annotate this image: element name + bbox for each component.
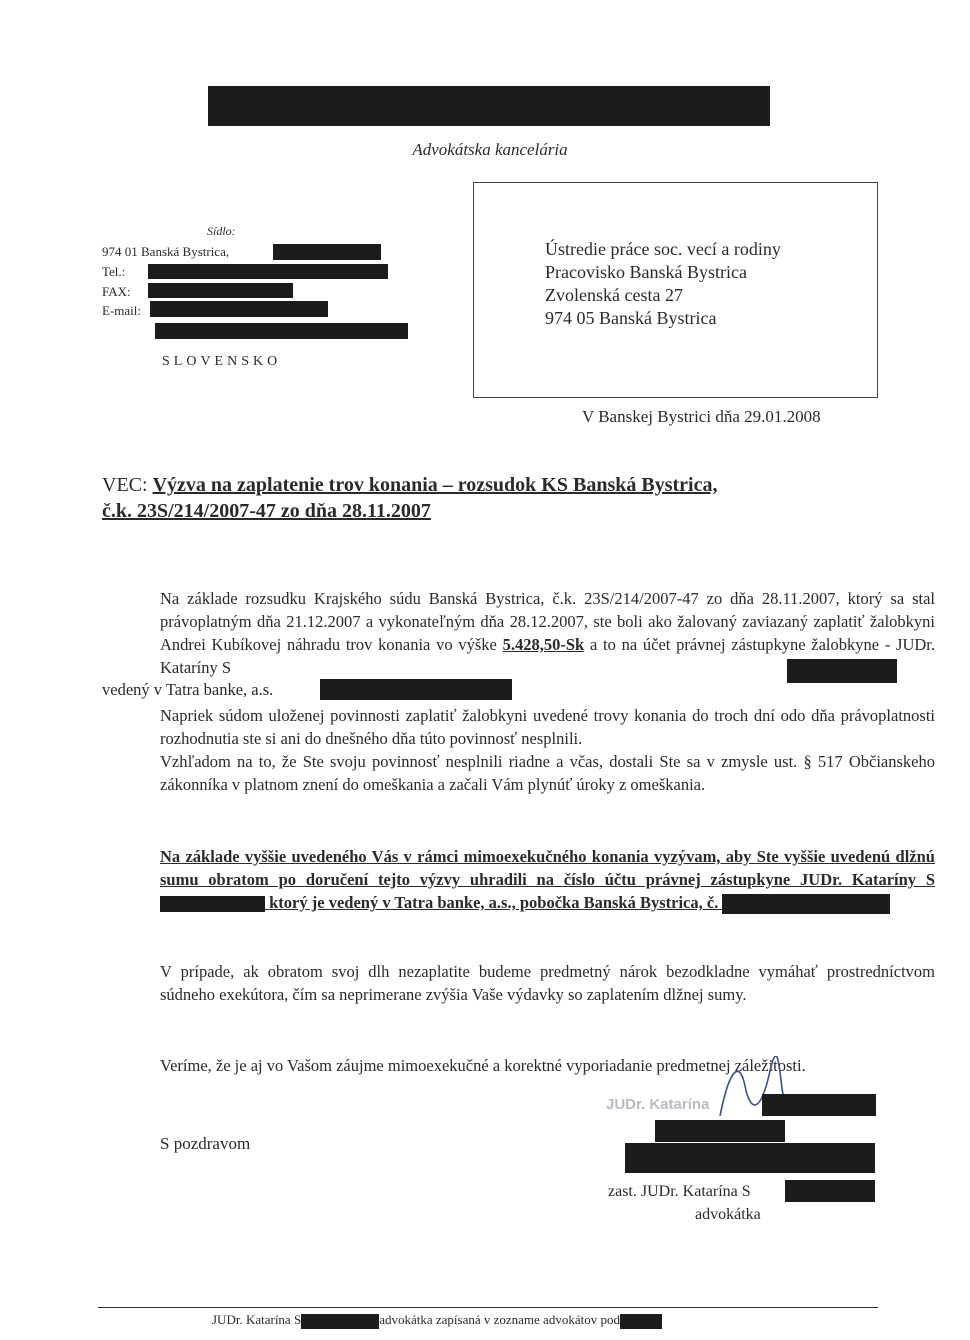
redacted-footer-number bbox=[620, 1314, 662, 1329]
tel-label: Tel.: bbox=[102, 264, 126, 279]
subject-line-2: č.k. 23S/214/2007-47 zo dňa 28.11.2007 bbox=[102, 500, 431, 522]
signature-line: zast. JUDr. Katarína S bbox=[608, 1183, 751, 1200]
paragraph-4 bbox=[102, 845, 935, 914]
redacted-name bbox=[787, 659, 897, 683]
footer bbox=[212, 1312, 662, 1329]
seat-label: Sídlo: bbox=[207, 224, 236, 238]
office-type: Advokátska kancelária bbox=[412, 140, 568, 159]
amount: 5.428,50-Sk bbox=[502, 635, 585, 654]
date-line: V Banskej Bystrici dňa 29.01.2008 bbox=[582, 407, 821, 426]
fax-label: FAX: bbox=[102, 284, 131, 299]
recipient-line: 974 05 Banská Bystrica bbox=[545, 308, 717, 328]
paragraph-6: Veríme, že je aj vo Vašom záujme mimoexekučné a korektné vyporiadanie predmetnej záležitosti. bbox=[160, 1056, 806, 1075]
footer-rule bbox=[98, 1307, 878, 1308]
recipient-line: Ústredie práce soc. vecí a rodiny bbox=[545, 239, 781, 259]
footer-name: JUDr. Katarína S bbox=[212, 1312, 302, 1327]
stamp-text: JUDr. Katarína bbox=[606, 1096, 710, 1113]
country: SLOVENSKO bbox=[162, 354, 282, 369]
redacted-address bbox=[273, 244, 381, 260]
recipient-line: Pracovisko Banská Bystrica bbox=[545, 262, 747, 282]
redacted-signature-name bbox=[785, 1180, 875, 1202]
p1-text-b: a to na účet právnej zástupkyne žalobkyne - JUDr. Kataríny S bbox=[160, 635, 936, 677]
redacted-footer-name bbox=[301, 1314, 379, 1329]
paragraph-2: Napriek súdom uloženej povinnosti zaplatiť žalobkyni uvedené trovy konania do troch dní odo dňa právoplatnosti rozhodnutia ste si ani do dnešného dňa túto povinnosť nesplnili. bbox=[160, 706, 935, 748]
paragraph-5: V prípade, ak obratom svoj dlh nezaplatite budeme predmetný nárok bezodkladne vymáhať prostredníctvom súdneho exekútora, čím sa neprimerane zvýšia Vaše výdavky so zaplatením dlžnej sumy. bbox=[160, 962, 935, 1004]
redacted-tel bbox=[148, 264, 388, 279]
redacted-stamp-3 bbox=[625, 1143, 875, 1173]
redacted-email bbox=[150, 301, 328, 317]
recipient-line: Zvolenská cesta 27 bbox=[545, 285, 683, 305]
redacted-stamp-1 bbox=[762, 1094, 876, 1116]
redacted-web bbox=[155, 323, 408, 339]
p1-bank: vedený v Tatra banke, a.s. bbox=[102, 680, 274, 699]
address-city: 974 01 Banská Bystrica, bbox=[102, 244, 230, 259]
redacted-firm-name bbox=[208, 86, 770, 126]
footer-text: advokátka zapísaná v zozname advokátov pod bbox=[379, 1312, 620, 1327]
redacted-account bbox=[320, 679, 512, 700]
signature-title: advokátka bbox=[695, 1206, 761, 1223]
p4-text: Na základe vyššie uvedeného Vás v rámci mimoexekučného konania vyzývam, aby Ste vyššie uvedenú dlžnú sumu obratom po doručení tejto výzvy uhradili na číslo účtu právnej zástupkyne JUDr. Kataríny S bbox=[160, 847, 935, 889]
p4-text-b: ktorý je vedený v Tatra banke, a.s., pobočka Banská Bystrica, č. bbox=[269, 893, 719, 912]
p1-text: Na základe rozsudku Krajského súdu Banská Bystrica, č.k. 23S/214/2007-47 zo dňa 28.11.2007, ktorý sa stal právoplatným dňa 21.12.2007 a vykonateľným dňa 28.12.2007, ste boli ako žalovaný zaviazaný zaplatiť žalobkyni Andrei Kubíkovej náhradu trov konania vo výške bbox=[160, 589, 935, 654]
subject-line-1: Výzva na zaplatenie trov konania – rozsudok KS Banská Bystrica, bbox=[152, 474, 718, 496]
redacted-name-2 bbox=[160, 896, 265, 912]
subject-label: VEC: bbox=[102, 474, 148, 496]
paragraph-3: Vzhľadom na to, že Ste svoju povinnosť nesplnili riadne a včas, dostali Ste sa v zmysle ust. § 517 Občianskeho zákonníka v platnom znení do omeškania a začali Vám plynúť úroky z omeškania. bbox=[160, 752, 935, 794]
redacted-account-2 bbox=[722, 894, 890, 914]
recipient-address bbox=[545, 238, 781, 330]
redacted-stamp-2 bbox=[655, 1120, 785, 1142]
greeting: S pozdravom bbox=[160, 1134, 251, 1153]
subject bbox=[102, 472, 717, 524]
redacted-fax bbox=[148, 283, 293, 298]
email-label: E-mail: bbox=[102, 303, 141, 318]
